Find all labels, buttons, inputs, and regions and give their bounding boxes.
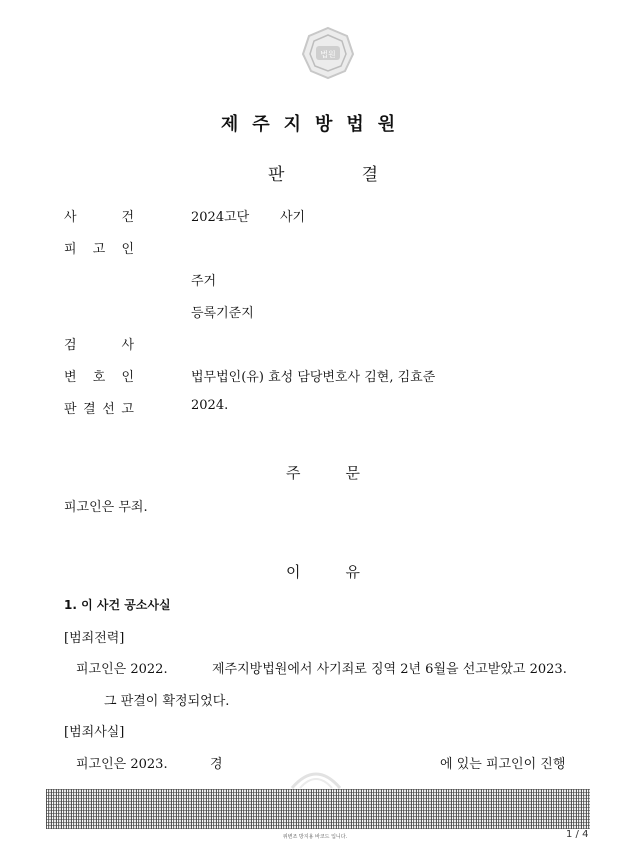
order-text: 피고인은 무죄.: [64, 500, 148, 515]
barcode-note: 위변조 방지용 바코드 입니다.: [282, 834, 348, 840]
prior-convictions-label: [범죄전력]: [64, 631, 125, 646]
sentencing-date: 2024.: [191, 398, 229, 413]
case-charge: 사기: [280, 210, 306, 225]
facts-label: [범죄사실]: [64, 725, 125, 740]
case-label: 사 건: [64, 210, 134, 225]
watermark-icon: [288, 766, 344, 790]
anti-forgery-barcode: [46, 789, 590, 829]
defendant-label: 피 고 인: [64, 242, 134, 257]
registered-domicile: 등록기준지: [191, 306, 254, 321]
facts-line-1a: 피고인은 2023.: [76, 757, 168, 772]
reasons-heading: 이 유: [286, 563, 360, 581]
court-name: 제주지방법원: [220, 114, 410, 135]
case-number: 2024고단: [191, 210, 250, 225]
order-heading: 주 문: [286, 464, 360, 482]
counsel-label: 변 호 인: [64, 370, 134, 385]
prosecutor-label: 검 사: [64, 338, 134, 353]
counsel-value: 법무법인(유) 효성 담당변호사 김현, 김효준: [191, 370, 436, 385]
document-type: 판 결: [268, 165, 378, 185]
prior-line-2: 그 판결이 확정되었다.: [104, 694, 230, 709]
section-1-title: 1. 이 사건 공소사실: [64, 598, 171, 612]
residence: 주거: [191, 274, 217, 289]
seal-text: 법원: [320, 50, 336, 59]
page-number: 1 / 4: [566, 829, 589, 840]
court-seal-icon: [301, 26, 355, 80]
facts-line-1b: 경: [210, 757, 223, 772]
facts-line-1c: 에 있는 피고인이 진행: [440, 757, 566, 772]
prior-line-1b: 제주지방법원에서 사기죄로 징역 2년 6월을 선고받았고 2023.: [212, 662, 567, 677]
sentencing-label: 판 결 선 고: [64, 402, 134, 417]
prior-line-1a: 피고인은 2022.: [76, 662, 168, 677]
